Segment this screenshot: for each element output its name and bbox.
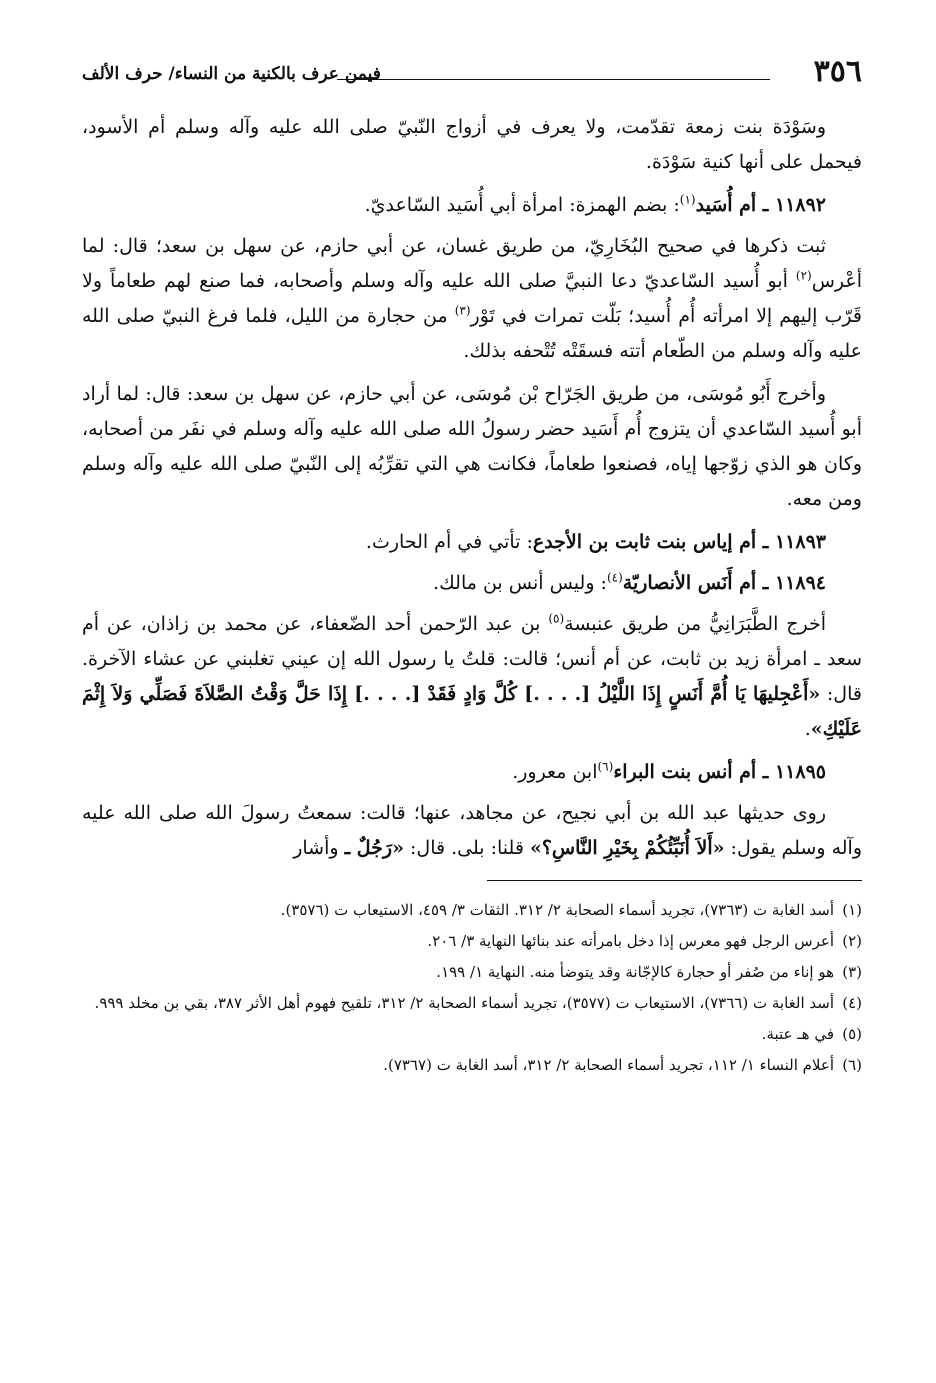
running-head: فيمن عرف بالكنية من النساء/ حرف الألف: [82, 64, 381, 84]
footnote-text: أسد الغابة ت (٧٣٦٣)، تجريد أسماء الصحابة ٢/ ٣١٢. الثقات ٣/ ٤٥٩، الاستيعاب ت (٣٥٧٦).: [280, 901, 834, 919]
text-run: أبو أُسيد السّاعديّ دعا النبيَّ صلى الله عليه وآله وسلم وأصحابه، فما صنع لهم طعاماً ولا قَرّب إليهم إلا امرأته أُم أُسيد؛ بَلّت تمرات في تَوْر: [82, 270, 862, 327]
entry-text: : تأتي في أم الحارث.: [365, 531, 533, 553]
footnote-ref[interactable]: (٢): [795, 268, 812, 283]
footnote-number: (٥): [842, 1025, 862, 1043]
hadith-quote: «أَلاَ أُنَبِّئُكُمْ بِخَيْرِ النَّاسِ؟»: [529, 837, 725, 859]
paragraph: وسَوْدَة بنت زمعة تقدّمت، ولا يعرف في أزواج النّبيّ صلى الله عليه وآله وسلم أم الأسود، فيحمل على أنها كنية سَوْدَة.: [82, 116, 862, 173]
entry-11894: [82, 566, 862, 601]
footnote: [82, 959, 862, 986]
text-run: ثبت ذكرها في صحيح البُخَارِيّ، من طريق غسان، عن أبي حازم، عن سهل بن سعد؛ قال: لما أعْرس: [82, 235, 862, 292]
paragraph: [82, 796, 862, 866]
text-run: وأشار: [293, 837, 345, 859]
text-run: أخرج الطَّبَرَانِيُّ من طريق عنبسة: [564, 613, 826, 635]
entry-11895: [82, 755, 862, 790]
page-number: ٣٥٦: [813, 54, 862, 89]
entry-11892: [82, 188, 862, 223]
footnote-text: أعلام النساء ١/ ١١٢، تجريد أسماء الصحابة ٢/ ٣١٢، أسد الغابة ت (٧٣٦٧).: [383, 1056, 834, 1074]
footnote: [82, 928, 862, 955]
footnote-ref[interactable]: (٣): [454, 303, 471, 318]
page-header: [82, 40, 862, 88]
entry-heading: ١١٨٩٢ ـ أم أُسَيد: [695, 194, 826, 216]
footnote-number: (١): [842, 901, 862, 919]
paragraph: [82, 607, 862, 747]
entry-text: : بضم الهمزة: امرأة أبي أُسَيد السّاعديّ.: [364, 194, 680, 216]
footnote: [82, 897, 862, 924]
footnote-text: في هـ عتبة.: [761, 1025, 834, 1043]
footnote-ref[interactable]: (٤): [606, 570, 623, 585]
paragraph: [82, 229, 862, 369]
header-rule: [337, 79, 770, 80]
footnote-text: أسد الغابة ت (٧٣٦٦)، الاستيعاب ت (٣٥٧٧)، تجريد أسماء الصحابة ٢/ ٣١٢، تلقيح فهوم أهل الأثر ٣٨٧، بقي بن مخلد ٩٩٩.: [94, 994, 834, 1012]
footnote-number: (٦): [842, 1056, 862, 1074]
entry-11893: [82, 525, 862, 560]
text-run: روى حديثها عبد الله بن أبي نجيح، عن مجاهد، عنها؛ قالت: سمعتُ رسولَ الله صلى الله عليه وآله وسلم يقول:: [82, 802, 862, 859]
footnotes: [82, 897, 862, 1079]
footnote-text: هو إناء من صُفر أو حجارة كالإجّانة وقد يتوضأ منه. النهاية ١/ ١٩٩.: [436, 963, 834, 981]
footnote-separator: [487, 880, 862, 881]
footnote-text: أعرس الرجل فهو معرس إذا دخل بامرأته عند بنائها النهاية ٣/ ٢٠٦.: [427, 932, 834, 950]
footnote-number: (٢): [842, 932, 862, 950]
footnote: [82, 1021, 862, 1048]
book-page: [82, 40, 862, 1360]
entry-heading: ١١٨٩٣ ـ أم إياس بنت ثابت بن الأجدع: [532, 531, 826, 553]
entry-heading: ١١٨٩٥ ـ أم أنس بنت البراء: [613, 761, 826, 783]
footnote: [82, 990, 862, 1017]
entry-heading: ١١٨٩٤ ـ أم أَنَس الأنصاريّة: [622, 572, 826, 594]
text-run: بن عبد الرّحمن أحد الضّعفاء، عن محمد بن زاذان، عن أم سعد ـ امرأة زيد بن ثابت، عن أم أنس؛ قالت: قلتُ يا رسول الله إن عيني تغلبني عن عشاء الآخرة. قال:: [82, 613, 862, 705]
text-run: .: [804, 718, 811, 740]
footnote-ref[interactable]: (١): [679, 192, 696, 207]
main-text: [82, 110, 862, 866]
entry-text: : وليس أنس بن مالك.: [433, 572, 607, 594]
footnote-ref[interactable]: (٥): [548, 611, 565, 626]
footnote: [82, 1052, 862, 1079]
text-run: من حجارة من الليل، فلما فرغ النبيّ صلى الله عليه وآله وسلم من الطّعام أتته فسقَتْه تُتْحفه بذلك.: [82, 305, 862, 362]
footnote-number: (٣): [842, 963, 862, 981]
hadith-quote: «أَعْجِليهَا يَا أُمَّ أَنَسٍ إِذَا اللَّيْلُ [. . . .] كُلَّ وَادٍ فَقَدْ [. . . .] إِذَا حَلَّ وَقْتُ الصَّلاَةَ فَصَلِّي وَلاَ إِثْمَ عَلَيْكِ»: [82, 683, 862, 740]
entry-text: ابن معرور.: [512, 761, 598, 783]
footnote-ref[interactable]: (٦): [597, 759, 614, 774]
text-run: قلنا: بلى. قال:: [403, 837, 530, 859]
paragraph: وأخرج أَبُو مُوسَى، من طريق الجَرّاح بْن مُوسَى، عن أبي حازم، عن سهل بن سعد: قال: لما أراد أبو أُسيد السّاعدي أن يتزوج أُم أَسَيد حضر رسولُ الله صلى الله عليه وآله وسلم في نفَر من أصحابه، وكان هو الذي زوّجها إياه، فصنعوا طعاماً، فكانت هي التي تقرِّبُه إلى النّبيّ صلى الله عليه وآله وسلم ومن معه.: [82, 383, 862, 510]
hadith-quote: «رَجُلٌ ـ: [344, 837, 404, 859]
footnote-number: (٤): [842, 994, 862, 1012]
